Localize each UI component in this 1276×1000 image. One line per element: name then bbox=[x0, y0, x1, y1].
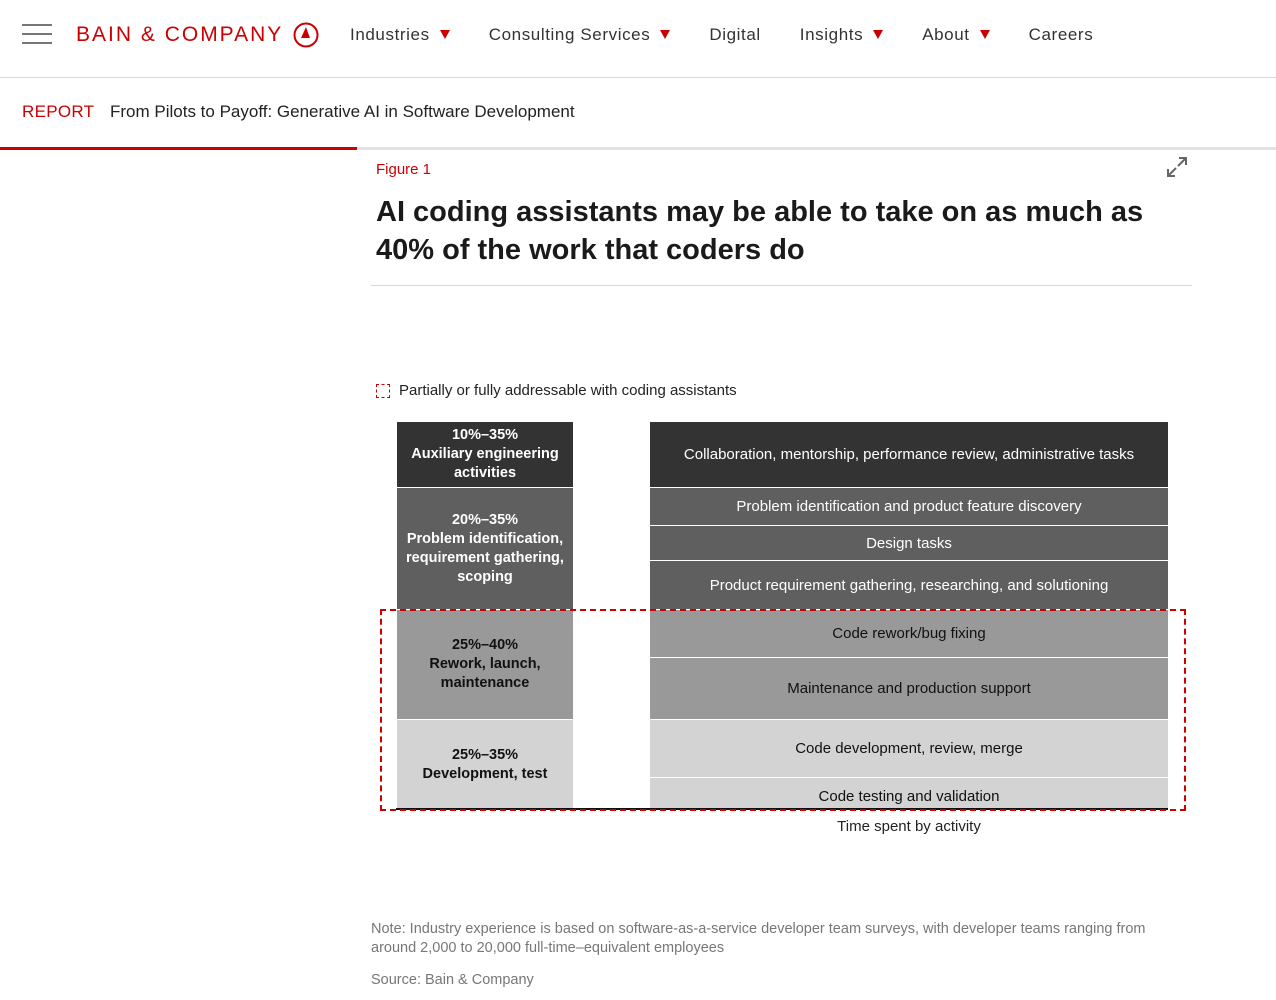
category-range: 25%–40% bbox=[451, 637, 519, 653]
nav-industries[interactable] bbox=[350, 25, 450, 45]
category-block bbox=[397, 422, 573, 487]
reading-progress-track bbox=[0, 147, 1276, 150]
x-axis-label: Time spent by activity bbox=[837, 818, 981, 835]
expand-icon[interactable] bbox=[1166, 156, 1188, 178]
activity-block: Code development, review, merge bbox=[650, 720, 1168, 777]
category-range: 10%–35% bbox=[451, 427, 519, 443]
report-bar bbox=[0, 78, 1276, 150]
activity-block: Collaboration, mentorship, performance review, administrative tasks bbox=[650, 422, 1168, 487]
nav-consulting-services-label: Consulting Services bbox=[488, 25, 651, 44]
activity-block: Product requirement gathering, researching, and solutioning bbox=[650, 561, 1168, 609]
figure-label: Figure 1 bbox=[376, 161, 432, 178]
addressable-highlight-box bbox=[380, 609, 1186, 811]
main-menu bbox=[350, 22, 1132, 48]
dashed-box-legend-icon bbox=[376, 384, 390, 398]
brand-compass-icon bbox=[293, 22, 319, 48]
nav-digital-label: Digital bbox=[709, 25, 761, 44]
menu-icon[interactable] bbox=[22, 24, 52, 46]
nav-consulting-services[interactable] bbox=[489, 25, 671, 45]
figure-source: Source: Bain & Company bbox=[371, 972, 534, 988]
category-name: Problem identification, requirement gathering, scoping bbox=[406, 530, 564, 585]
report-title[interactable]: From Pilots to Payoff: Generative AI in Software Development bbox=[110, 102, 575, 121]
nav-about[interactable] bbox=[922, 25, 989, 45]
report-label: REPORT bbox=[22, 102, 95, 121]
figure-title: AI coding assistants may be able to take on as much as 40% of the work that coders do bbox=[376, 196, 1144, 266]
title-divider bbox=[371, 285, 1192, 286]
activity-block: Maintenance and production support bbox=[650, 658, 1168, 719]
figure-note: Note: Industry experience is based on software-as-a-service developer team surveys, with developer teams ranging from around 2,000 to 20,000 full-time–equivalent employees bbox=[371, 921, 1146, 956]
dropdown-caret-icon bbox=[873, 30, 883, 39]
nav-industries-label: Industries bbox=[350, 25, 430, 44]
category-name: Rework, launch, maintenance bbox=[429, 656, 541, 691]
nav-careers-label: Careers bbox=[1028, 25, 1094, 44]
nav-insights[interactable] bbox=[800, 25, 883, 45]
reading-progress-fill bbox=[0, 147, 357, 150]
nav-careers[interactable] bbox=[1029, 25, 1094, 45]
nav-insights-label: Insights bbox=[799, 25, 864, 44]
category-range: 25%–35% bbox=[451, 746, 519, 763]
category-name: Auxiliary engineering activities bbox=[411, 446, 559, 481]
dropdown-caret-icon bbox=[660, 30, 670, 39]
activity-block: Code testing and validation bbox=[650, 778, 1168, 809]
category-block bbox=[397, 488, 573, 609]
category-range: 20%–35% bbox=[451, 511, 519, 528]
activity-block: Design tasks bbox=[650, 526, 1168, 560]
brand-name: BAIN & COMPANY bbox=[76, 23, 284, 46]
nav-digital[interactable] bbox=[709, 25, 760, 45]
legend-label: Partially or fully addressable with coding assistants bbox=[399, 382, 737, 399]
activity-block: Problem identification and product feature discovery bbox=[650, 488, 1168, 525]
chart-legend bbox=[376, 382, 737, 399]
dropdown-caret-icon bbox=[440, 30, 450, 39]
dropdown-caret-icon bbox=[980, 30, 990, 39]
category-name: Development, test bbox=[422, 765, 548, 782]
brand-logo[interactable] bbox=[76, 20, 319, 50]
nav-about-label: About bbox=[922, 25, 970, 44]
top-navigation bbox=[0, 0, 1276, 78]
activity-block: Code rework/bug fixing bbox=[650, 610, 1168, 657]
